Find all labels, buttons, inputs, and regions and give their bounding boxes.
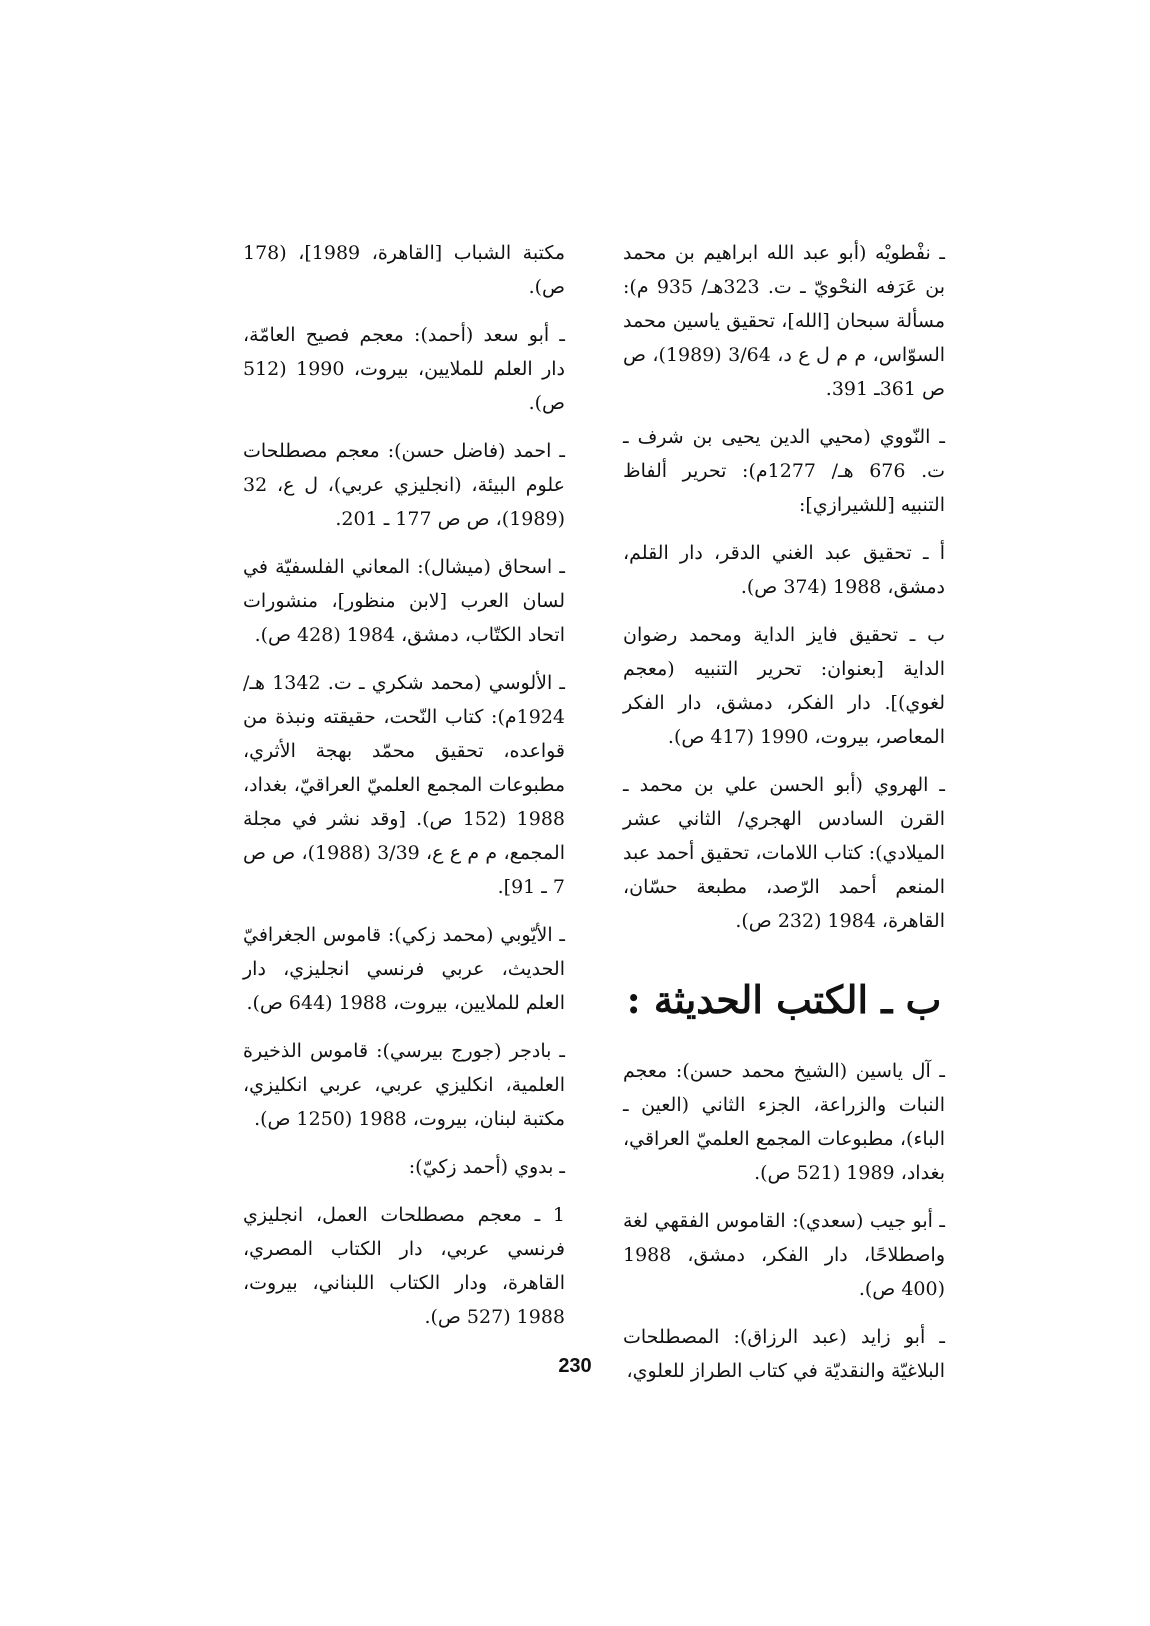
bibliography-entry: ـ الأيّوبي (محمد زكي): قاموس الجغرافيّ الحديث، عربي فرنسي انجليزي، دار العلم للملايين، بيروت، 1988 (644 ص). [243,924,565,1014]
bibliography-entry: ـ أبو زايد (عبد الرزاق): المصطلحات البلاغيّة والنقديّة في كتاب الطراز للعلوي، [623,1326,945,1382]
bibliography-entry: ـ آل ياسين (الشيخ محمد حسن): معجم النبات والزراعة، الجزء الثاني (العين ـ الباء)، مطبوعات المجمع العلميّ العراقي، بغداد، 1989 (521 ص). [623,1060,945,1184]
bibliography-entry: ـ الألوسي (محمد شكري ـ ت. 1342 هـ/ 1924م): كتاب النّحت، حقيقته ونبذة من قواعده، تحقيق محمّد بهجة الأثري، مطبوعات المجمع العلميّ العراقيّ، بغداد، 1988 (152 ص). [وقد نشر في مجلة المجمع، م م ع ع، 3/39 (1988)، ص ص 7 ـ 91]. [243,672,566,898]
bibliography-sub-entry: ب ـ تحقيق فايز الداية ومحمد رضوان الداية [بعنوان: تحرير التنبيه (معجم لغوي)]. دار الفكر، دمشق، دار الفكر المعاصر، بيروت، 1990 (417 ص). [623,624,945,748]
bibliography-entry: ـ اسحاق (ميشال): المعاني الفلسفيّة في لسان العرب [لابن منظور]، منشورات اتحاد الكتّاب، دمشق، 1984 (428 ص). [243,556,565,646]
bibliography-entry: ـ النّووي (محيي الدين يحيى بن شرف ـ ت. 676 هـ/ 1277م): تحرير ألفاظ التنبيه [للشيرازي]: [623,426,945,516]
bibliography-entry-continuation: مكتبة الشباب [القاهرة، 1989]، (178 ص). [243,242,566,298]
section-heading: ب ـ الكتب الحديثة : [626,977,942,1022]
bibliography-entry: ـ احمد (فاضل حسن): معجم مصطلحات علوم البيئة، (انجليزي عربي)، ل ع، 32 (1989)، ص ص 177 ـ 201. [243,440,565,530]
bibliography-entry: ـ بادجر (جورج بيرسي): قاموس الذخيرة العلمية، انكليزي عربي، عربي انكليزي، مكتبة لبنان، بيروت، 1988 (1250 ص). [243,1040,565,1130]
bibliography-entry: ـ أبو سعد (أحمد): معجم فصيح العامّة، دار العلم للملايين، بيروت، 1990 (512 ص). [243,324,565,414]
right-column [623,236,945,1402]
bibliography-sub-entry: أ ـ تحقيق عبد الغني الدقر، دار القلم، دمشق، 1988 (374 ص). [623,542,945,598]
page-number: 230 [558,1355,592,1377]
bibliography-entry: ـ الهروي (أبو الحسن علي بن محمد ـ القرن السادس الهجري/ الثاني عشر الميلادي): كتاب اللامات، تحقيق أحمد عبد المنعم أحمد الرّصد، مطبعة حسّان، القاهرة، 1984 (232 ص). [623,774,945,932]
bibliography-entry: ـ نفْطويْه (أبو عبد الله ابراهيم بن محمد بن عَرَفه النحْويّ ـ ت. 323هـ/ 935 م): مسألة سبحان [الله]، تحقيق ياسين محمد السوّاس، م م ل ع د، 3/64 (1989)، ص ص 361ـ 391. [623,242,946,400]
bibliography-entry: ـ بدوي (أحمد زكيّ): [408,1156,565,1178]
bibliography-entry: ـ أبو جيب (سعدي): القاموس الفقهي لغة واصطلاحًا، دار الفكر، دمشق، 1988 (400 ص). [623,1210,945,1300]
left-column [243,236,565,1348]
bibliography-sub-entry: 1 ـ معجم مصطلحات العمل، انجليزي فرنسي عربي، دار الكتاب المصري، القاهرة، ودار الكتاب اللبناني، بيروت، 1988 (527 ص). [243,1204,565,1328]
